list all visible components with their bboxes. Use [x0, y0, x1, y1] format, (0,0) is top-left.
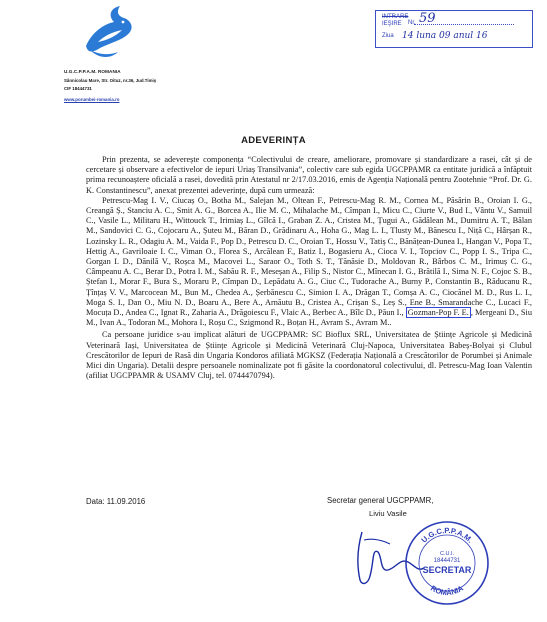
seal-bottom-text: ROMÂNIA: [429, 583, 465, 598]
pigeon-logo-icon: [78, 2, 138, 64]
stamp-nr-value: 59: [419, 11, 436, 26]
document-body: [86, 155, 532, 381]
document-title: ADEVERINȚA: [241, 135, 306, 146]
highlighted-member: Gozman-Pop F. E.: [407, 308, 469, 318]
org-address: Sânnicolau Mare, Str. Oituz, nr.36, Jud.Timiş: [64, 78, 157, 83]
stamp-date-label: Ziua: [382, 33, 394, 39]
signatory-title: Secretar general UGCPPAMR,: [327, 496, 434, 505]
members-list-part2: , Mergeani D., Siu M., Ivan A., Todoran M., Mohora I., Roșu C., Szigmond R., Boțan H., Avram S., Avram M..: [86, 308, 532, 328]
svg-text:ROMÂNIA: [429, 583, 465, 597]
org-header: [64, 69, 214, 102]
registry-stamp: [375, 10, 533, 48]
org-cif: CIF 18444731: [64, 85, 92, 91]
stamp-date-value: 14 luna 09 anul 16: [402, 31, 488, 41]
seal-top-text: U.G.C.P.P.A.M.: [419, 525, 475, 545]
signatory-name: Liviu Vasile: [369, 509, 407, 518]
stamp-iesire: IEŞIRE: [382, 21, 402, 27]
members-list-part1: Petrescu-Mag I. V., Ciucaș O., Botha M., Salejan M., Oltean F., Petrescu-Mag R. M., Cornea M., Păsărin B., Oroian I. G., Creangă Ș., Stanciu A. C., Smit A. G., Borcea A., Ilie M. C., Mihalache M., Cîmpan I., Micu C., Ciurte V., Bud I., Vântu V., Samuil C., Vasile L., Militaru H., Wittouck T., Irimiaș L., Gîlcă I., Graban Z. A., Cristea M., Țugui A., Gădălean M., Dumitru A. T., Bălan M., Sandovici C. G., Cojocaru A., Șuteu M., Băran D., Grădinaru A., Hoha G., Mag L. I., Tlusty M., Bănescu I., Niță C., Hârșan R., Lozinsky L. R., Odagiu A. M., Vaida F., Pop D., Petrescu D. C., Oroian T., Hossu V., Tatiș C., Bănățean-Dunea I., Hangan V., Popa T., Hettig A., Gavriloaie I. C., Viman O., Florea S., Arcălean F., Batiz I., Bogasieru A., Cioca V. I., Topciov C., Popp I. S., Tripa C., Gorgan I. D., Dănilă V., Roșca M., Macovei L., Saraor O., Toth S. T., Tănăsie D., Moldovan R., Bârbos C. M., Irimuș C. G., Câmpeanu A. C., Berar D., Potra I. M., Sabău R. F., Meseșan A., Filip S., Nistor C., Mînecan I. G., Brătilă I., Sima N. F., Cojoc S. B., Ștefan I., Morar F., Bura S., Moraru P., Cîmpan D., Lepădatu A. G., Ciuc C., Tudorache A., Burny P., Constantin B., Răducanu R., Țînțaș V. V., Marcocean M., Bun M., Chedea A., Șerbănescu C., Simion I. A., Drăgan T., Comșa A. C., Ciocănel M. D., Rus L. I., Moga S. I., Dan O., Miu N. D., Boaru A., Bere A., Arnăutu B., Cristea A., Crișan S., Leș S., Ene B., Smarandache C., Lucaci F., Mocuța D., Andea C., Ignat R., Zaharia A., Drăgoiescu F., Vlaic A., Berbec A., Bîlc D., Păun I.,: [86, 195, 532, 318]
seal-center-text: SECRETAR: [422, 565, 472, 575]
round-seal-stamp: [403, 519, 491, 607]
members-list: [86, 196, 532, 329]
paragraph-legal-entities: Ca persoane juridice s-au implicat alături de UGCPPAMR: SC Bioflux SRL, Universitatea de Științe Agricole și Medicină Veterinară Iași, Universitatea de Științe Agricole și Medicină Veterinară Cluj-Napoca, Universitatea Babeș-Bolyai și Clubul Crescătorilor de Iepuri de Rasă din Ungaria Kondoros afiliată MGKSZ (Federația Națională a Crescătorilor de Porumbei și Animale Mici din Ungaria). Detalii despre persoanele nominalizate pot fi găsite la coordonatorul colectivului, dl. Petrescu-Mag Ioan Valentin (afiliat UGCPPAMR & USAMV Cluj, tel. 0744470794).: [86, 330, 532, 381]
org-name: U.G.C.P.P.A.M. ROMANIA: [64, 69, 121, 74]
org-website-link[interactable]: www.porumbei-romania.ro: [64, 96, 120, 102]
paragraph-intro: Prin prezenta, se adeverește componența “Colectivului de creare, ameliorare, promovare și standardizare a rasei, cât și de cercetare și observare a efectivelor de iepuri Uriaș Transilvania”, colectiv care sub egida UGCPPAMR ca entitate juridică a înfăptuit prima recunoaștere oficială a rasei, dovedită prin Atestatul nr 2/17.03.2016, emis de Agenția Națională pentru Zootehnie “Prof. Dr. G. K. Constantinescu”, anexat prezentei adeverințe, după cum urmează:: [86, 155, 532, 195]
seal-cui-label: C.U.I.: [439, 551, 455, 557]
stamp-nr-label: Nr.: [408, 20, 416, 26]
seal-cui-value: 18444731: [433, 558, 461, 564]
document-date: Data: 11.09.2016: [86, 497, 146, 506]
stamp-intrare: INTRARE: [382, 14, 409, 20]
